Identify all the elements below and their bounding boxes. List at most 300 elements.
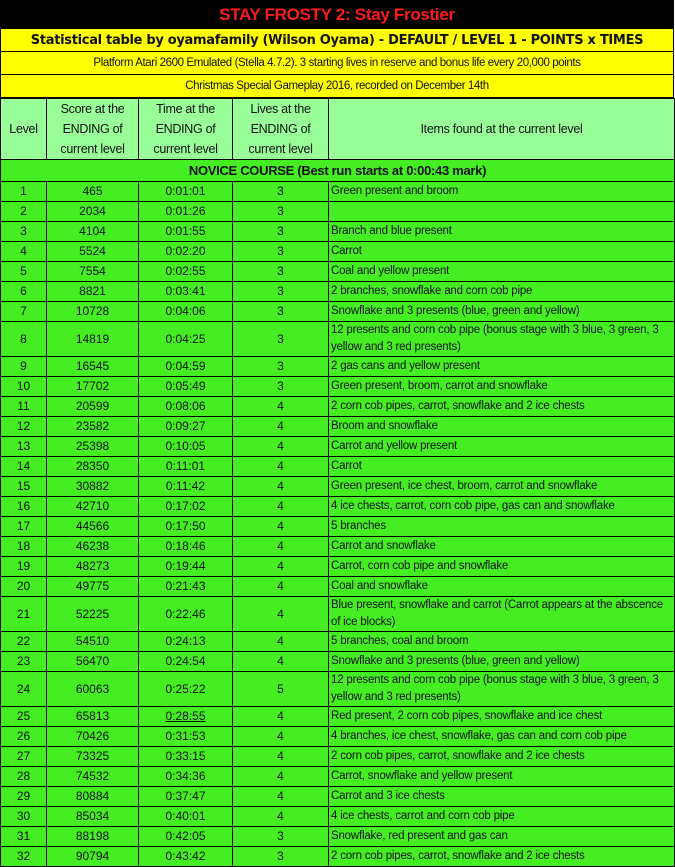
level-cell[interactable] [1, 302, 47, 322]
score-cell[interactable] [47, 477, 139, 497]
items-cell[interactable] [329, 477, 675, 497]
level-cell[interactable] [1, 747, 47, 767]
level-cell-text: 25 [16, 709, 31, 723]
table-row [1, 437, 675, 457]
items-cell-text: 4 branches, ice chest, snowflake, gas can and corn cob pipe [331, 730, 627, 742]
table-row [1, 807, 675, 827]
level-cell[interactable] [1, 632, 47, 652]
header-line: Lives at the [250, 102, 311, 116]
lives-cell[interactable] [233, 597, 329, 632]
time-cell[interactable] [139, 807, 233, 827]
time-cell[interactable] [139, 242, 233, 262]
lives-cell[interactable] [233, 302, 329, 322]
header-line: Time at the [156, 102, 215, 116]
stats-table [0, 98, 675, 867]
lives-cell[interactable] [233, 517, 329, 537]
score-cell-text: 90794 [75, 849, 110, 863]
level-cell-text: 21 [16, 606, 31, 621]
lives-cell-text: 3 [277, 849, 284, 863]
level-cell[interactable] [1, 377, 47, 397]
items-cell-text: 2 corn cob pipes, carrot, snowflake and 2 ice chests [331, 750, 585, 762]
level-cell[interactable] [1, 242, 47, 262]
score-cell[interactable] [47, 242, 139, 262]
lives-cell-text: 4 [277, 399, 284, 413]
lives-cell-text: 4 [277, 709, 284, 723]
header-line: Score at the [60, 102, 125, 116]
items-cell-text: Carrot and yellow present [331, 440, 458, 452]
table-row [1, 377, 675, 397]
score-cell[interactable] [47, 397, 139, 417]
level-cell[interactable] [1, 537, 47, 557]
level-cell-text: 20 [16, 579, 31, 593]
score-cell[interactable] [47, 707, 139, 727]
level-cell[interactable] [1, 517, 47, 537]
score-cell-text: 52225 [75, 606, 110, 621]
lives-cell-text: 4 [277, 769, 284, 783]
score-cell-text: 46238 [75, 539, 110, 553]
items-cell[interactable] [329, 597, 675, 632]
level-cell-text: 9 [20, 359, 27, 373]
lives-cell[interactable] [233, 707, 329, 727]
table-row [1, 652, 675, 672]
lives-cell[interactable] [233, 807, 329, 827]
items-cell[interactable] [329, 557, 675, 577]
score-cell[interactable] [47, 652, 139, 672]
time-cell[interactable] [139, 417, 233, 437]
items-cell[interactable] [329, 377, 675, 397]
time-cell[interactable] [139, 517, 233, 537]
time-cell[interactable] [139, 477, 233, 497]
items-cell[interactable] [329, 182, 675, 202]
lives-cell-text: 4 [277, 789, 284, 803]
header-line: ENDING of [155, 122, 216, 136]
level-cell[interactable] [1, 577, 47, 597]
items-cell-text: Carrot, corn cob pipe and snowflake [331, 560, 509, 572]
score-cell[interactable] [47, 437, 139, 457]
table-row [1, 457, 675, 477]
score-cell-text: 56470 [75, 654, 110, 668]
table-row [1, 557, 675, 577]
time-cell[interactable] [139, 847, 233, 867]
score-cell[interactable] [47, 377, 139, 397]
time-cell[interactable] [139, 222, 233, 242]
table-row [1, 577, 675, 597]
items-cell-text: 12 presents and corn cob pipe (bonus stage with 3 blue, 3 green, 3 yellow and 3 red presents) [331, 674, 659, 703]
items-cell[interactable] [329, 437, 675, 457]
time-cell-text: 0:02:55 [165, 264, 206, 278]
lives-cell[interactable] [233, 357, 329, 377]
table-row [1, 827, 675, 847]
lives-cell[interactable] [233, 417, 329, 437]
level-cell[interactable] [1, 787, 47, 807]
time-cell[interactable] [139, 302, 233, 322]
lives-cell-text: 3 [277, 359, 284, 373]
lives-cell[interactable] [233, 262, 329, 282]
level-cell[interactable] [1, 357, 47, 377]
score-cell[interactable] [47, 322, 139, 357]
items-cell-text: Coal and snowflake [331, 580, 428, 592]
lives-cell[interactable] [233, 437, 329, 457]
level-cell[interactable] [1, 847, 47, 867]
level-cell-text: 32 [16, 849, 31, 863]
lives-cell-text: 4 [277, 559, 284, 573]
score-cell-text: 44566 [75, 519, 110, 533]
time-cell-text: 0:04:25 [165, 331, 206, 346]
score-cell[interactable] [47, 497, 139, 517]
items-cell[interactable] [329, 202, 675, 222]
time-cell-text: 0:24:54 [165, 654, 206, 668]
time-cell-text: 0:17:02 [165, 499, 206, 513]
time-cell[interactable] [139, 437, 233, 457]
items-cell[interactable] [329, 707, 675, 727]
score-cell[interactable] [47, 787, 139, 807]
level-cell-text: 15 [16, 479, 31, 493]
time-cell-text: 0:11:01 [165, 459, 206, 473]
score-cell[interactable] [47, 222, 139, 242]
time-cell-text: 0:17:50 [165, 519, 206, 533]
level-cell[interactable] [1, 282, 47, 302]
items-cell[interactable] [329, 417, 675, 437]
level-cell-text: 17 [16, 519, 31, 533]
items-cell[interactable] [329, 517, 675, 537]
score-cell[interactable] [47, 672, 139, 707]
lives-cell[interactable] [233, 767, 329, 787]
items-cell[interactable] [329, 302, 675, 322]
lives-cell[interactable] [233, 242, 329, 262]
level-cell-text: 24 [16, 681, 31, 696]
score-cell-text: 70426 [75, 729, 110, 743]
items-cell[interactable] [329, 282, 675, 302]
time-cell-text: 0:02:20 [165, 244, 206, 258]
score-cell[interactable] [47, 202, 139, 222]
lives-cell[interactable] [233, 282, 329, 302]
lives-cell[interactable] [233, 457, 329, 477]
level-cell-text: 1 [20, 184, 27, 198]
time-cell-text: 0:24:13 [165, 634, 206, 648]
level-cell-text: 4 [20, 244, 27, 258]
lives-cell-text: 4 [277, 809, 284, 823]
score-cell[interactable] [47, 727, 139, 747]
score-cell[interactable] [47, 357, 139, 377]
level-cell-text: 12 [16, 419, 31, 433]
time-cell[interactable] [139, 457, 233, 477]
time-cell[interactable] [139, 727, 233, 747]
lives-cell-text: 3 [277, 264, 284, 278]
items-cell[interactable] [329, 747, 675, 767]
level-cell-text: 6 [20, 284, 27, 298]
level-cell[interactable] [1, 477, 47, 497]
items-cell[interactable] [329, 577, 675, 597]
header-line: ENDING of [250, 122, 311, 136]
score-cell-text: 80884 [75, 789, 110, 803]
score-cell-text: 4104 [79, 224, 106, 238]
score-cell[interactable] [47, 417, 139, 437]
items-cell[interactable] [329, 262, 675, 282]
level-cell[interactable] [1, 827, 47, 847]
score-cell-text: 54510 [75, 634, 110, 648]
score-cell-text: 2034 [79, 204, 106, 218]
score-cell-text: 16545 [75, 359, 110, 373]
score-cell[interactable] [47, 767, 139, 787]
items-cell[interactable] [329, 807, 675, 827]
level-cell-text: 5 [20, 264, 27, 278]
score-cell-text: 14819 [75, 331, 110, 346]
items-cell-text: Blue present, snowflake and carrot (Carrot appears at the abscence of ice blocks) [331, 599, 663, 628]
items-cell-text: Snowflake and 3 presents (blue, green and yellow) [331, 305, 580, 317]
items-cell[interactable] [329, 652, 675, 672]
level-cell-text: 11 [17, 399, 30, 413]
time-cell[interactable] [139, 632, 233, 652]
items-cell[interactable] [329, 727, 675, 747]
level-cell[interactable] [1, 262, 47, 282]
level-cell[interactable] [1, 672, 47, 707]
score-cell[interactable] [47, 807, 139, 827]
header-line: current level [248, 142, 313, 156]
lives-cell[interactable] [233, 397, 329, 417]
time-cell[interactable] [139, 787, 233, 807]
score-cell[interactable] [47, 597, 139, 632]
items-cell-text: 2 corn cob pipes, carrot, snowflake and 2 ice chests [331, 850, 585, 862]
score-cell[interactable] [47, 537, 139, 557]
lives-cell-text: 3 [277, 224, 284, 238]
score-cell[interactable] [47, 847, 139, 867]
items-cell-text: Green present, ice chest, broom, carrot and snowflake [331, 480, 598, 492]
score-cell-text: 25398 [75, 439, 110, 453]
score-cell[interactable] [47, 557, 139, 577]
lives-cell-text: 4 [277, 419, 284, 433]
time-cell[interactable] [139, 202, 233, 222]
column-header-lives [233, 99, 329, 160]
lives-cell[interactable] [233, 222, 329, 242]
column-header-level: Level [1, 99, 47, 160]
lives-cell-text: 3 [277, 829, 284, 843]
score-cell[interactable] [47, 632, 139, 652]
time-cell[interactable] [139, 322, 233, 357]
table-row [1, 477, 675, 497]
score-cell[interactable] [47, 827, 139, 847]
items-cell-text: 2 branches, snowflake and corn cob pipe [331, 285, 533, 297]
level-cell[interactable] [1, 222, 47, 242]
level-cell[interactable] [1, 497, 47, 517]
level-cell[interactable] [1, 322, 47, 357]
items-cell[interactable] [329, 672, 675, 707]
level-cell-text: 8 [20, 331, 27, 346]
lives-cell[interactable] [233, 827, 329, 847]
time-cell[interactable] [139, 672, 233, 707]
level-cell[interactable] [1, 652, 47, 672]
time-cell-text: 0:09:27 [165, 419, 206, 433]
lives-cell-text: 4 [277, 634, 284, 648]
score-cell-text: 23582 [75, 419, 110, 433]
level-cell[interactable] [1, 707, 47, 727]
table-row [1, 222, 675, 242]
items-cell-text: 2 gas cans and yellow present [331, 360, 480, 372]
score-cell[interactable] [47, 262, 139, 282]
score-cell-text: 49775 [75, 579, 110, 593]
lives-cell[interactable] [233, 497, 329, 517]
table-row [1, 537, 675, 557]
lives-cell-text: 3 [277, 304, 284, 318]
items-cell[interactable] [329, 457, 675, 477]
time-cell-text: 0:08:06 [165, 399, 206, 413]
level-cell-text: 2 [20, 204, 27, 218]
lives-cell[interactable] [233, 557, 329, 577]
time-cell[interactable] [139, 747, 233, 767]
level-cell[interactable] [1, 767, 47, 787]
level-cell[interactable] [1, 202, 47, 222]
lives-cell[interactable] [233, 577, 329, 597]
items-cell-text: Carrot and snowflake [331, 540, 436, 552]
time-cell-text: 0:42:05 [165, 829, 206, 843]
level-cell-text: 14 [16, 459, 31, 473]
items-cell[interactable] [329, 242, 675, 262]
score-cell-text: 65813 [75, 709, 110, 723]
time-cell[interactable] [139, 357, 233, 377]
time-cell-text: 0:01:26 [165, 204, 206, 218]
time-cell[interactable] [139, 557, 233, 577]
table-row [1, 302, 675, 322]
lives-cell-text: 3 [277, 204, 284, 218]
lives-cell[interactable] [233, 632, 329, 652]
section-label: NOVICE COURSE (Best run starts at 0:00:43 mark) [1, 160, 675, 182]
lives-cell-text: 4 [277, 479, 284, 493]
time-cell[interactable] [139, 577, 233, 597]
items-cell[interactable] [329, 632, 675, 652]
lives-cell[interactable] [233, 202, 329, 222]
level-cell[interactable] [1, 437, 47, 457]
items-cell-text: 2 corn cob pipes, carrot, snowflake and 2 ice chests [331, 400, 585, 412]
platform-note: Platform Atari 2600 Emulated (Stella 4.7.2). 3 starting lives in reserve and bonus life every 20,000 points [0, 52, 674, 75]
score-cell[interactable] [47, 182, 139, 202]
items-cell-text: Carrot, snowflake and yellow present [331, 770, 513, 782]
level-cell[interactable] [1, 417, 47, 437]
time-cell-text: 0:31:53 [165, 729, 206, 743]
time-cell[interactable] [139, 597, 233, 632]
time-cell-text: 0:01:55 [165, 224, 206, 238]
score-cell[interactable] [47, 457, 139, 477]
score-cell[interactable] [47, 577, 139, 597]
column-header-time [139, 99, 233, 160]
score-cell-text: 73325 [75, 749, 110, 763]
level-cell-text: 13 [16, 439, 31, 453]
items-cell[interactable] [329, 322, 675, 357]
items-cell[interactable] [329, 847, 675, 867]
items-cell-text: 5 branches, coal and broom [331, 635, 469, 647]
lives-cell-text: 4 [277, 439, 284, 453]
score-cell[interactable] [47, 747, 139, 767]
items-cell-text: Broom and snowflake [331, 420, 438, 432]
time-cell-text: 0:22:46 [165, 606, 206, 621]
table-row [1, 787, 675, 807]
subtitle: Statistical table by oyamafamily (Wilson Oyama) - DEFAULT / LEVEL 1 - POINTS x TIMES [0, 29, 674, 52]
level-cell[interactable] [1, 397, 47, 417]
items-cell[interactable] [329, 767, 675, 787]
level-cell-text: 22 [16, 634, 31, 648]
level-cell-text: 28 [16, 769, 31, 783]
level-cell[interactable] [1, 182, 47, 202]
time-cell-text: 0:05:49 [165, 379, 206, 393]
time-cell[interactable] [139, 652, 233, 672]
lives-cell[interactable] [233, 182, 329, 202]
time-cell[interactable] [139, 537, 233, 557]
level-cell[interactable] [1, 457, 47, 477]
items-cell[interactable] [329, 497, 675, 517]
level-cell-text: 23 [16, 654, 31, 668]
time-cell[interactable] [139, 397, 233, 417]
time-cell-text: 0:28:55 [165, 709, 206, 723]
time-cell-text: 0:43:42 [165, 849, 206, 863]
lives-cell[interactable] [233, 847, 329, 867]
lives-cell[interactable] [233, 727, 329, 747]
lives-cell[interactable] [233, 322, 329, 357]
lives-cell[interactable] [233, 537, 329, 557]
table-row [1, 597, 675, 632]
page-title: STAY FROSTY 2: Stay Frostier [0, 0, 674, 29]
lives-cell[interactable] [233, 672, 329, 707]
time-cell-text: 0:25:22 [165, 681, 206, 696]
level-cell[interactable] [1, 557, 47, 577]
lives-cell[interactable] [233, 787, 329, 807]
time-cell[interactable] [139, 182, 233, 202]
table-row [1, 747, 675, 767]
score-cell-text: 465 [82, 184, 103, 198]
lives-cell-text: 4 [277, 654, 284, 668]
time-cell[interactable] [139, 827, 233, 847]
level-cell[interactable] [1, 597, 47, 632]
items-cell-text: Branch and blue present [331, 225, 452, 237]
level-cell-text: 7 [20, 304, 27, 318]
time-cell[interactable] [139, 497, 233, 517]
items-cell[interactable] [329, 537, 675, 557]
items-cell-text: Coal and yellow present [331, 265, 450, 277]
section-row [1, 160, 675, 182]
items-cell[interactable] [329, 357, 675, 377]
items-cell[interactable] [329, 397, 675, 417]
items-cell[interactable] [329, 787, 675, 807]
level-cell-text: 31 [16, 829, 31, 843]
level-cell[interactable] [1, 727, 47, 747]
lives-cell-text: 4 [277, 519, 284, 533]
level-cell[interactable] [1, 807, 47, 827]
time-cell-text: 0:04:59 [165, 359, 206, 373]
lives-cell[interactable] [233, 652, 329, 672]
lives-cell[interactable] [233, 477, 329, 497]
time-cell[interactable] [139, 262, 233, 282]
time-cell-text: 0:10:05 [165, 439, 206, 453]
lives-cell[interactable] [233, 377, 329, 397]
lives-cell[interactable] [233, 747, 329, 767]
table-row [1, 282, 675, 302]
time-cell[interactable] [139, 282, 233, 302]
score-cell[interactable] [47, 517, 139, 537]
score-cell-text: 48273 [75, 559, 110, 573]
time-cell[interactable] [139, 707, 233, 727]
items-cell-text: Snowflake and 3 presents (blue, green and yellow) [331, 655, 580, 667]
items-cell[interactable] [329, 827, 675, 847]
level-cell-text: 18 [16, 539, 31, 553]
lives-cell-text: 3 [277, 184, 284, 198]
score-cell[interactable] [47, 302, 139, 322]
time-cell[interactable] [139, 377, 233, 397]
header-line: ENDING of [62, 122, 123, 136]
time-cell-text: 0:37:47 [165, 789, 206, 803]
score-cell[interactable] [47, 282, 139, 302]
time-cell[interactable] [139, 767, 233, 787]
items-cell-text: Carrot [331, 460, 362, 472]
time-cell-text: 0:34:36 [165, 769, 206, 783]
items-cell[interactable] [329, 222, 675, 242]
score-cell-text: 88198 [75, 829, 110, 843]
